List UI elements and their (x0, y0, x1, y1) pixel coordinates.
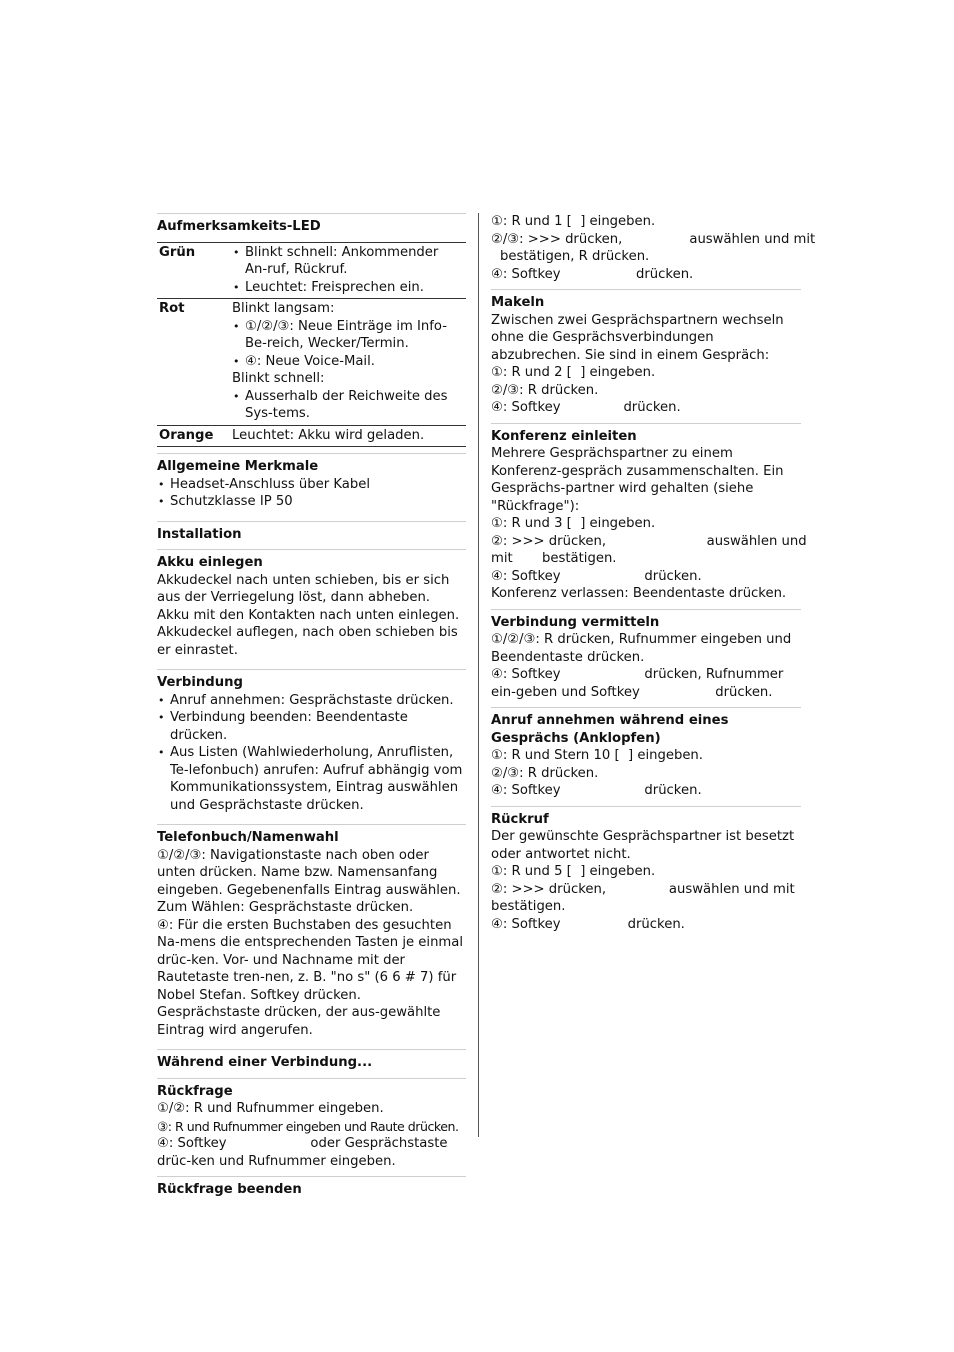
text-line: ④: Softkey drücken, Rufnummer ein-geben und Softkey drücken. (491, 667, 788, 700)
section-title-rueckruf: Rückruf (491, 811, 549, 827)
verbindung-list (157, 692, 466, 815)
list-item: • Aus Listen (Wahlwiederholung, Anruflisten, Te-lefonbuch) anrufen: Aufruf abhängig vom Kommunikationssystem, Eintrag auswählen und Gesprächstaste drücken. (157, 744, 466, 814)
text-line: bestätigen. (491, 899, 566, 914)
led-row-orange (157, 425, 466, 447)
allgemein-list (157, 476, 466, 511)
text-line: ②/③: R drücken. (491, 382, 599, 398)
text-line: ②: >>> drücken, auswählen und (491, 533, 807, 549)
section-title-akku: Akku einlegen (157, 555, 263, 570)
led-row-gruen (157, 242, 466, 299)
section-title-vermitteln: Verbindung vermitteln (491, 614, 660, 630)
text-line: ①: R und 5 [ ] eingeben. (491, 864, 656, 879)
text-line: ①: R und 3 [ ] eingeben. (491, 516, 656, 531)
section-title-allgemein: Allgemeine Merkmale (157, 459, 319, 474)
led-title: Aufmerksamkeits-LED (157, 219, 321, 234)
left-column (157, 213, 466, 1199)
list-item: • Blinkt schnell: Ankommender An-ruf, Rückruf. (232, 244, 464, 279)
text-line: ②: >>> drücken, auswählen und mit (491, 881, 795, 897)
text-line: ①: R und Stern 10 [ ] eingeben. (491, 748, 703, 763)
list-item: • Schutzklasse IP 50 (157, 493, 466, 511)
text-line: ④: Softkey drücken. (491, 916, 685, 932)
section-title-anklopfen: Anruf annehmen während eines Gesprächs (Anklopfen) (491, 713, 729, 746)
list-item: • Headset-Anschluss über Kabel (157, 476, 466, 494)
section-title-waehrend: Während einer Verbindung... (157, 1055, 373, 1070)
list-item: • Ausserhalb der Reichweite des Sys-tems. (232, 388, 464, 423)
rueckruf-text: Der gewünschte Gesprächspartner ist besetzt oder antwortet nicht. (491, 829, 795, 862)
section-title-installation: Installation (157, 526, 242, 542)
section-title-konferenz: Konferenz einleiten (491, 428, 637, 444)
list-item: • Verbindung beenden: Beendentaste drücken. (157, 709, 466, 744)
led-label: Grün (159, 244, 196, 260)
led-table (157, 242, 466, 448)
right-column (491, 213, 816, 933)
led-row-rot (157, 299, 466, 426)
text-line: ④: Softkey oder Gesprächstaste drüc-ken und Rufnummer eingeben. (157, 1136, 452, 1169)
text-line: ①: R und 1 [ ] eingeben. (491, 214, 656, 229)
led-text: Blinkt schnell: (232, 371, 325, 386)
text-line: ①: R und 2 [ ] eingeben. (491, 365, 656, 380)
list-item: • ④: Neue Voice-Mail. (232, 353, 464, 371)
led-text: Blinkt langsam: (232, 301, 335, 316)
text-line: ②/③: >>> drücken, auswählen und mit (491, 231, 816, 247)
column-divider (478, 213, 479, 1137)
text-line: ②/③: R drücken. (491, 765, 599, 781)
text-line: bestätigen, R drücken. (500, 249, 650, 264)
section-title-rueckfrage-beenden: Rückfrage beenden (157, 1182, 302, 1197)
text-line: ③: R und Rufnummer eingeben und Raute drücken. (157, 1118, 459, 1134)
section-title-verbindung: Verbindung (157, 675, 243, 690)
section-title-rueckfrage: Rückfrage (157, 1083, 233, 1099)
akku-text: Akkudeckel nach unten schieben, bis er sich aus der Verriegelung löst, dann abheben. Akku mit den Kontakten nach unten einlegen. Akkudeckel auflegen, nach oben schieben bis er einrastet. (157, 572, 460, 658)
text-line: Konferenz verlassen: Beendentaste drücken. (491, 586, 787, 601)
text-line: ①/②: R und Rufnummer eingeben. (157, 1101, 384, 1116)
text-line: ④: Softkey drücken. (491, 400, 681, 415)
list-item: • Anruf annehmen: Gesprächstaste drücken. (157, 692, 466, 710)
list-item: • Leuchtet: Freisprechen ein. (232, 279, 464, 297)
section-title-makeln: Makeln (491, 295, 545, 310)
section-title-telefonbuch: Telefonbuch/Namenwahl (157, 830, 339, 845)
led-label: Rot (159, 301, 185, 316)
led-label: Orange (159, 427, 214, 443)
list-item: • ①/②/③: Neue Einträge im Info-Be-reich, Wecker/Termin. (232, 318, 464, 353)
makeln-text: Zwischen zwei Gesprächspartnern wechseln ohne die Gesprächsverbindungen abzubrechen. Sie sind in einem Gespräch: (491, 312, 784, 363)
konferenz-text: Mehrere Gesprächspartner zu einem Konferenz-gespräch zusammenschalten. Ein Gesprächs-partner wird gehalten (siehe "Rückfrage"): (491, 446, 784, 514)
telefonbuch-text-2: ④: Für die ersten Buchstaben des gesuchten Na-mens die entsprechenden Tasten je einmal drüc-ken. Vor- und Nachname mit der Rautetaste tren-nen, z. B. "no s" (6 6 # 7) für Nobel Stefan. Softkey drücken. Gesprächstaste drücken, der aus-gewählte Eintrag wird angerufen. (157, 917, 464, 1038)
text-line: mit bestätigen. (491, 551, 617, 566)
text-line: ④: Softkey drücken. (491, 568, 702, 584)
telefonbuch-text-1: ①/②/③: Navigationstaste nach oben oder unten drücken. Name bzw. Namensanfang eingeben. Gegebenenfalls Eintrag auswählen. Zum Wählen: Gesprächstaste drücken. (157, 847, 461, 915)
led-text: Leuchtet: Akku wird geladen. (232, 427, 425, 443)
text-line: ①/②/③: R drücken, Rufnummer eingeben und Beendentaste drücken. (491, 632, 792, 665)
text-line: ④: Softkey drücken. (491, 783, 702, 798)
text-line: ④: Softkey drücken. (491, 266, 694, 282)
